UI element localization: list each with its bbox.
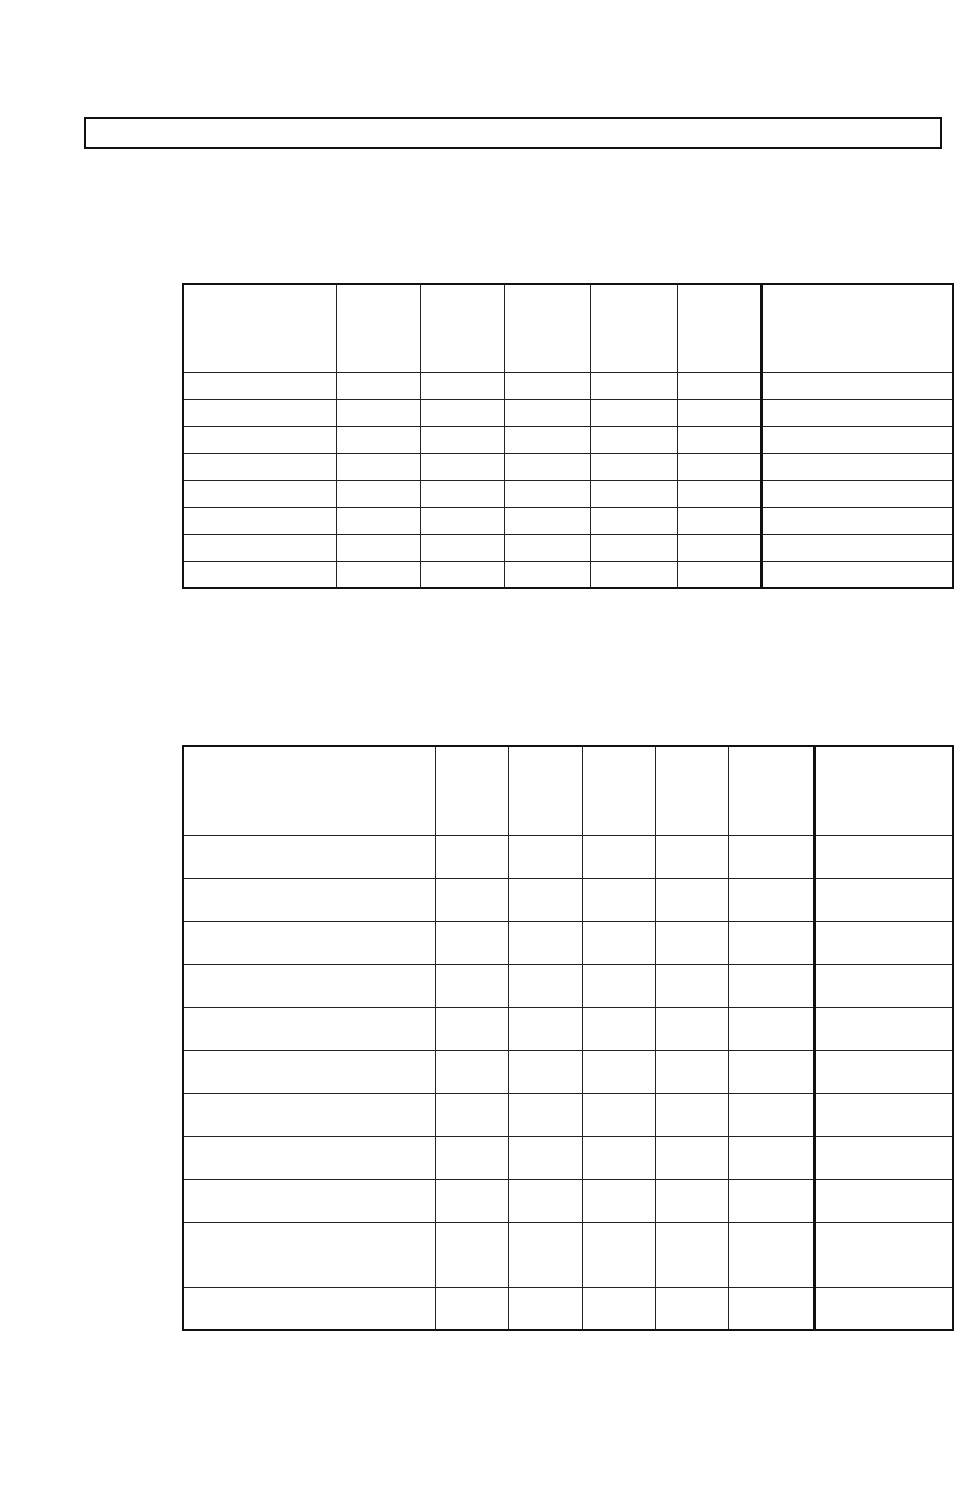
header-ei-osaa-sanoa <box>728 746 814 835</box>
row-label <box>183 399 336 426</box>
row-label <box>183 964 435 1007</box>
section-title-box <box>84 117 942 149</box>
row-label <box>183 1093 435 1136</box>
header-hyva <box>420 284 504 372</box>
header-ei-esiinny <box>435 746 508 835</box>
row-label <box>183 372 336 399</box>
header-vahaista <box>508 746 582 835</box>
row-label <box>183 453 336 480</box>
row-label <box>183 1136 435 1179</box>
row-label <box>183 1222 435 1287</box>
header-muutos-2 <box>814 746 953 835</box>
row-label <box>183 1007 435 1050</box>
row-label <box>183 921 435 964</box>
header-erinomainen <box>336 284 420 372</box>
header-blank <box>183 746 435 835</box>
water-quality-table <box>182 283 954 589</box>
header-tyydyttava <box>504 284 590 372</box>
header-muutos <box>761 284 953 372</box>
header-kohtalaista <box>582 746 655 835</box>
header-huono <box>677 284 761 372</box>
header-huomattavaa <box>655 746 728 835</box>
row-label <box>183 1179 435 1222</box>
row-label <box>183 426 336 453</box>
water-factors-table <box>182 745 954 1331</box>
header-valttava <box>590 284 677 372</box>
row-label <box>183 1050 435 1093</box>
row-label <box>183 878 435 921</box>
header-alue <box>183 284 336 372</box>
row-label <box>183 835 435 878</box>
